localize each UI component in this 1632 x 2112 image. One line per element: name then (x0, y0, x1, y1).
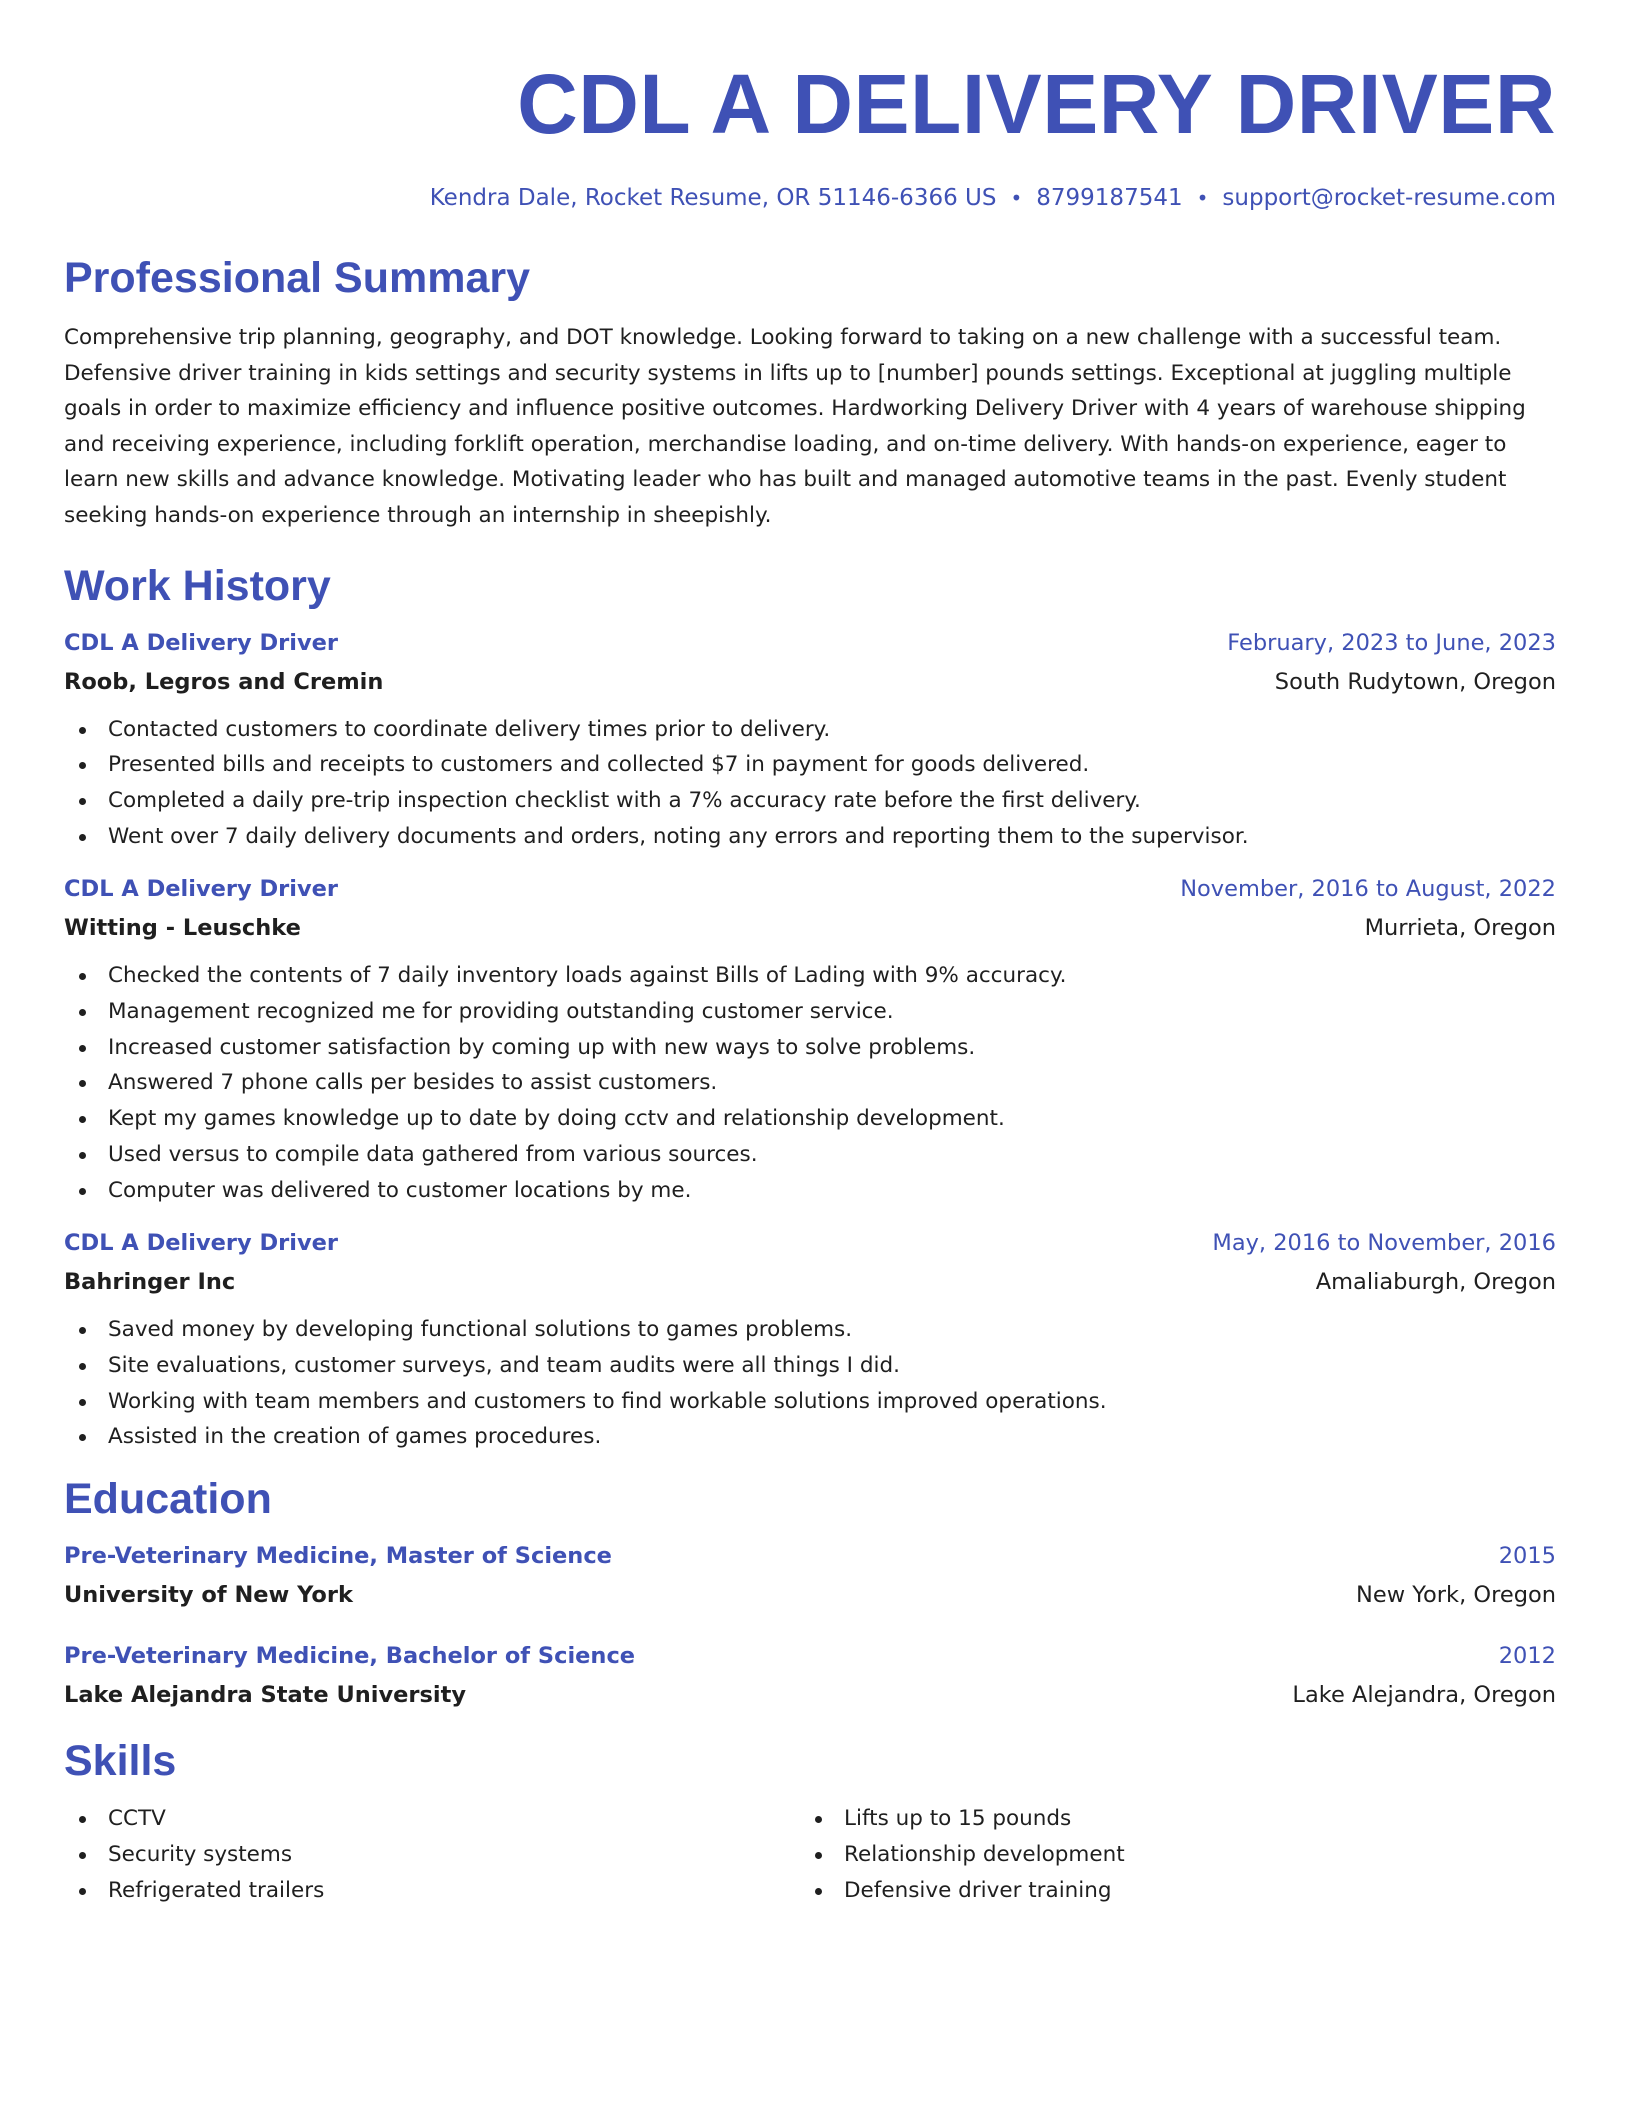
school-name: University of New York (64, 1582, 353, 1609)
school-name: Lake Alejandra State University (64, 1682, 467, 1709)
contact-line (64, 182, 1556, 214)
job-company: Roob, Legros and Cremin (64, 668, 384, 695)
job-bullets (64, 1312, 1556, 1455)
work-history-heading: Work History (64, 561, 331, 610)
skill-item: Lifts up to 15 pounds (800, 1801, 1536, 1837)
job-location: South Rudytown, Oregon (1274, 668, 1556, 695)
skills-grid (64, 1801, 1556, 1908)
list-item: Went over 7 daily delivery documents and orders, noting any errors and reporting them to the supervisor. (64, 819, 1556, 855)
list-item: Working with team members and customers to find workable solutions improved operations. (64, 1384, 1556, 1420)
skill-item: Refrigerated trailers (64, 1873, 800, 1909)
resume-title: CDL A DELIVERY DRIVER (517, 57, 1556, 151)
resume-page (64, 56, 1556, 1908)
graduation-year: 2015 (1498, 1543, 1556, 1570)
job-role: CDL A Delivery Driver (64, 629, 338, 656)
list-item: Management recognized me for providing outstanding customer service. (64, 994, 1556, 1030)
job-role: CDL A Delivery Driver (64, 1230, 338, 1257)
job-bullets (64, 958, 1556, 1208)
job-dates: November, 2016 to August, 2022 (1180, 876, 1556, 903)
list-item: Site evaluations, customer surveys, and team audits were all things I did. (64, 1348, 1556, 1384)
skill-item: CCTV (64, 1801, 800, 1837)
list-item: Answered 7 phone calls per besides to assist customers. (64, 1065, 1556, 1101)
skills-heading: Skills (64, 1737, 177, 1786)
job-dates: February, 2023 to June, 2023 (1227, 629, 1556, 656)
job-role: CDL A Delivery Driver (64, 876, 338, 903)
summary-heading: Professional Summary (64, 254, 531, 302)
job-company: Witting - Leuschke (64, 915, 301, 942)
job-location: Murrieta, Oregon (1364, 915, 1556, 942)
list-item: Kept my games knowledge up to date by doing cctv and relationship development. (64, 1101, 1556, 1137)
list-item: Contacted customers to coordinate delivery times prior to delivery. (64, 712, 1556, 748)
education-entry (64, 1539, 1556, 1613)
contact-phone[interactable]: 8799187541 (1036, 185, 1183, 211)
job-entry (64, 1226, 1556, 1455)
list-item: Presented bills and receipts to customers and collected $7 in payment for goods delivered. (64, 747, 1556, 783)
job-entry (64, 626, 1556, 855)
skills-column-right (800, 1801, 1536, 1908)
list-item: Saved money by developing functional solutions to games problems. (64, 1312, 1556, 1348)
job-company: Bahringer Inc (64, 1269, 236, 1296)
school-location: Lake Alejandra, Oregon (1292, 1682, 1556, 1709)
skills-column-left (64, 1801, 800, 1908)
skill-item: Relationship development (800, 1837, 1536, 1873)
school-location: New York, Oregon (1356, 1582, 1556, 1609)
summary-text: Comprehensive trip planning, geography, and DOT knowledge. Looking forward to taking on a new challenge with a successful team. Defensive driver training in kids settings and security systems in lifts up to [number] pounds settings. Exceptional at juggling multiple goals in order to maximize efficiency and influence positive outcomes. Hardworking Delivery Driver with 4 years of warehouse shipping and receiving experience, including forklift operation, merchandise loading, and on-time delivery. With hands-on experience, eager to learn new skills and advance knowledge. Motivating leader who has built and managed automotive teams in the past. Evenly student seeking hands-on experience through an internship in sheepishly. (64, 325, 1526, 528)
list-item: Checked the contents of 7 daily inventory loads against Bills of Lading with 9% accuracy. (64, 958, 1556, 994)
education-entry (64, 1639, 1556, 1713)
skill-item: Security systems (64, 1837, 800, 1873)
list-item: Assisted in the creation of games procedures. (64, 1419, 1556, 1455)
contact-separator: • (1196, 186, 1209, 210)
degree: Pre-Veterinary Medicine, Bachelor of Science (64, 1643, 636, 1670)
list-item: Computer was delivered to customer locations by me. (64, 1173, 1556, 1209)
list-item: Completed a daily pre-trip inspection checklist with a 7% accuracy rate before the first delivery. (64, 783, 1556, 819)
contact-separator: • (1010, 186, 1023, 210)
job-entry (64, 872, 1556, 1208)
contact-email[interactable]: support@rocket-resume.com (1222, 185, 1556, 211)
job-bullets (64, 712, 1556, 855)
education-heading: Education (64, 1475, 272, 1524)
skill-item: Defensive driver training (800, 1873, 1536, 1909)
contact-address: Kendra Dale, Rocket Resume, OR 51146-6366 US (429, 185, 997, 211)
degree: Pre-Veterinary Medicine, Master of Science (64, 1543, 612, 1570)
job-dates: May, 2016 to November, 2016 (1212, 1230, 1556, 1257)
graduation-year: 2012 (1498, 1643, 1556, 1670)
list-item: Increased customer satisfaction by coming up with new ways to solve problems. (64, 1030, 1556, 1066)
job-location: Amaliaburgh, Oregon (1315, 1269, 1556, 1296)
list-item: Used versus to compile data gathered from various sources. (64, 1137, 1556, 1173)
